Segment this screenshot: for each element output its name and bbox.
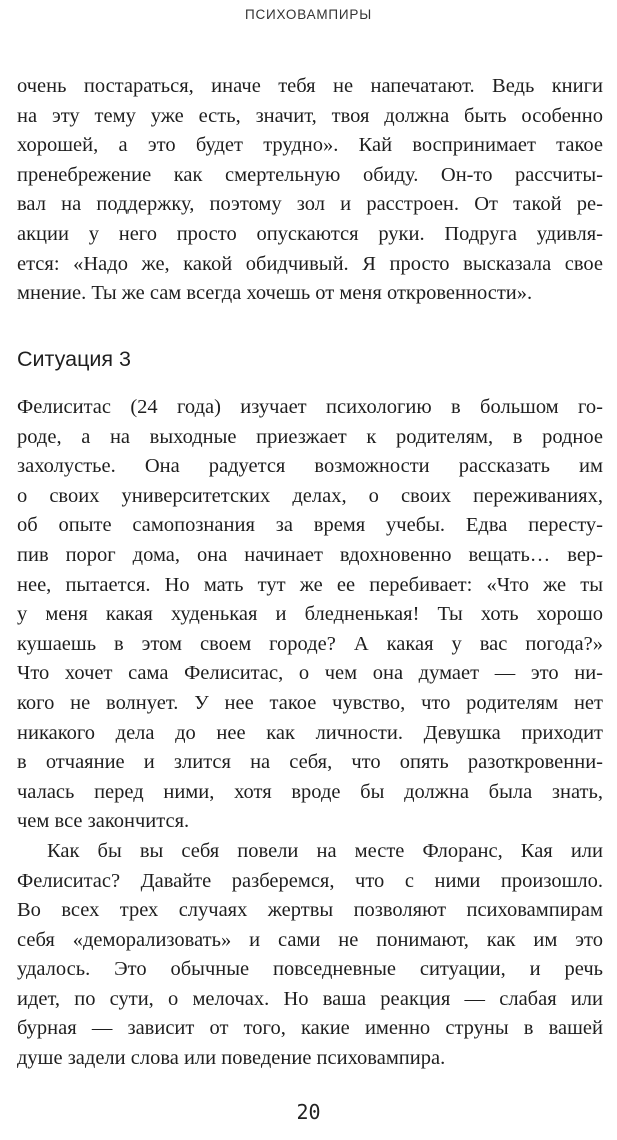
text-line: Во всех трех случаях жертвы позволяют психовампирам (17, 899, 603, 922)
text-line: бурная — зависит от того, какие именно струны в вашей (17, 1017, 603, 1040)
text-line: вал на поддержку, поэтому зол и расстроен. От такой ре- (17, 193, 603, 216)
text-line: кого не волнует. У нее такое чувство, что родителям нет (17, 691, 603, 714)
text-line: в отчаяние и злится на себя, что опять разоткровенни- (17, 751, 603, 774)
text-line: Как бы вы себя повели на месте Флоранс, Кая или (47, 839, 603, 862)
paragraph-2 (17, 393, 603, 1074)
text-line: идет, по сути, о мелочах. Но ваша реакция — слабая или (17, 987, 603, 1010)
text-line: нее, пытается. Но мать тут же ее перебивает: «Что же ты (17, 573, 603, 596)
text-line: Что хочет сама Фелиситас, о чем она думает — это ни- (17, 662, 603, 685)
text-line: хорошей, а это будет трудно». Кай воспринимает такое (17, 134, 603, 157)
text-line: душе задели слова или поведение психовампира. (17, 1047, 446, 1070)
text-line: чем все закончится. (17, 810, 190, 833)
text-line: ется: «Надо же, какой обидчивый. Я просто высказала свое (17, 252, 603, 275)
text-line: у меня какая худенькая и бледненькая! Ты хоть хорошо (17, 603, 603, 626)
text-line: пив порог дома, она начинает вдохновенно вещать… вер- (17, 543, 603, 566)
text-line: роде, а на выходные приезжает к родителям, в родное (17, 425, 603, 448)
text-line: чалась перед ними, хотя вроде бы должна была знать, (17, 780, 603, 803)
section-heading: Ситуация 3 (17, 347, 131, 371)
running-head: ПСИХОВАМПИРЫ (245, 7, 372, 22)
text-line: Фелиситас (24 года) изучает психологию в большом го- (17, 396, 603, 418)
text-line: о своих университетских делах, о своих переживаниях, (17, 484, 603, 507)
text-line: об опыте самопознания за время учебы. Едва пересту- (17, 514, 603, 537)
text-line: на эту тему уже есть, значит, твоя должна быть особенно (17, 104, 603, 127)
text-line: удалось. Это обычные повседневные ситуации, и речь (17, 958, 603, 981)
paragraph-1 (17, 72, 603, 309)
text-line: мнение. Ты же сам всегда хочешь от меня откровенности». (17, 282, 533, 305)
text-line: захолустье. Она радуется возможности рассказать им (17, 455, 603, 478)
text-line: никакого дела до нее как личности. Девушка приходит (17, 721, 603, 744)
text-line: акции у него просто опускаются руки. Подруга удивля- (17, 222, 603, 245)
text-line: кушаешь в этом своем городе? А какая у вас погода?» (17, 632, 603, 655)
text-line: пренебрежение как смертельную обиду. Он-то рассчиты- (17, 163, 603, 186)
page-number: 20 (296, 1100, 321, 1124)
text-line: Фелиситас? Давайте разберемся, что с ними произошло. (17, 869, 603, 892)
text-line: себя «деморализовать» и сами не понимают, как им это (17, 928, 603, 951)
text-line: очень постараться, иначе тебя не напечатают. Ведь книги (17, 75, 603, 97)
